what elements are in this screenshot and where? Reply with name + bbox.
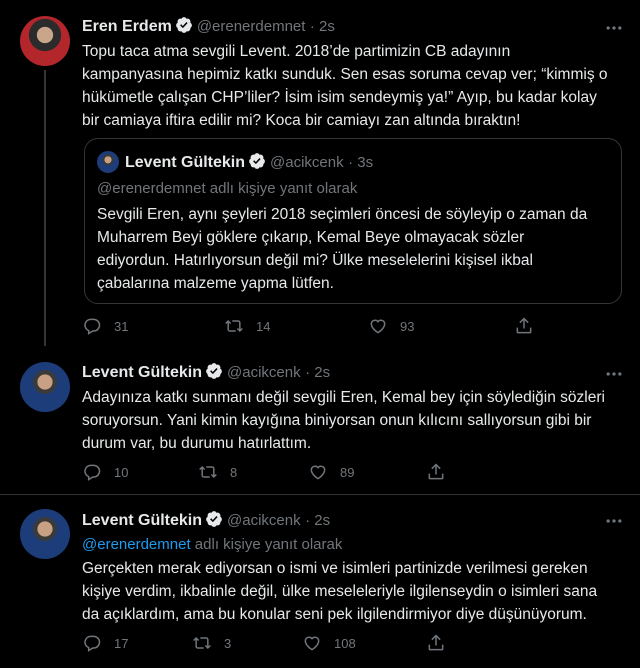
- quoted-tweet-text: Sevgili Eren, aynı şeyleri 2018 seçimleri öncesi de söyleyip o zaman da Muharrem Beyi göklere çıkarıp, Kemal Beye olmayacak sözler ediyordun. Hatırlıyorsun değil mi? Ülke meselelerini kişisel ikbal çabalarına malzeme yapma lütfen.: [97, 206, 588, 292]
- author-name[interactable]: Levent Gültekin: [82, 364, 203, 381]
- reply-count: 17: [114, 635, 129, 651]
- more-icon[interactable]: [604, 364, 624, 384]
- quoted-author-name: Levent Gültekin: [125, 154, 246, 171]
- verified-badge-icon: [175, 16, 193, 34]
- more-icon[interactable]: [604, 18, 624, 38]
- tweet-1-header: [82, 16, 335, 36]
- quoted-reply-context: @erenerdemnet adlı kişiye yanıt olarak: [97, 180, 358, 197]
- tweet-text: Adayınıza katkı sunmanı değil sevgili Eren, Kemal bey için söylediğin sözleri soruyorsun. Yani kimin kayığına biniyorsan onun kılıcını sallıyorsun gibi bir durum var, bu durumu hatırlattım.: [82, 389, 605, 452]
- tweet-time[interactable]: · 2s: [305, 364, 331, 381]
- retweet-icon: [224, 316, 244, 336]
- tweet-2-header: [82, 362, 330, 382]
- tweet-actions: [82, 462, 622, 484]
- like-icon: [368, 316, 388, 336]
- share-button[interactable]: [514, 316, 546, 336]
- retweet-count: 8: [230, 464, 238, 480]
- reply-mention-link[interactable]: @erenerdemnet: [82, 536, 191, 553]
- avatar-levent-gultekin-small: [97, 151, 119, 173]
- quoted-author-handle: @acikcenk: [270, 154, 344, 171]
- verified-badge-icon: [248, 152, 266, 170]
- reply-button[interactable]: [82, 633, 128, 653]
- author-name[interactable]: Eren Erdem: [82, 18, 172, 35]
- quoted-tweet-time: · 3s: [348, 154, 374, 171]
- retweet-button[interactable]: [198, 462, 237, 482]
- author-handle[interactable]: @erenerdemnet: [196, 18, 306, 35]
- share-button[interactable]: [426, 633, 458, 653]
- like-icon: [302, 633, 322, 653]
- tweet-time[interactable]: · 2s: [309, 18, 335, 35]
- tweet-text: Gerçekten merak ediyorsan o ismi ve isimleri partinizde verilmesi gereken kişiye verdim, ikbalinle değil, ülke meseleleriyle ilgilenseydin o isimleri sana da açıklardım, ama bu konular seni pek ilgilendirmiyor diye düşünüyorum.: [82, 560, 598, 623]
- share-icon: [426, 633, 446, 653]
- like-button[interactable]: [302, 633, 356, 653]
- retweet-count: 3: [224, 635, 232, 651]
- share-button[interactable]: [426, 462, 458, 482]
- reply-icon: [82, 633, 102, 653]
- like-count: 89: [340, 464, 355, 480]
- retweet-count: 14: [256, 318, 271, 334]
- reply-count: 10: [114, 464, 129, 480]
- author-handle[interactable]: @acikcenk: [227, 364, 301, 381]
- tweet-time[interactable]: · 2s: [305, 512, 331, 529]
- tweet-3-header: [82, 510, 330, 530]
- tweet-3[interactable]: [0, 495, 640, 668]
- reply-context-suffix: adlı kişiye yanıt olarak: [194, 536, 343, 553]
- like-count: 93: [400, 318, 415, 334]
- quoted-tweet-header: [125, 152, 373, 172]
- tweet-actions: [82, 316, 622, 338]
- reply-context: [82, 533, 342, 556]
- reply-icon: [82, 462, 102, 482]
- retweet-icon: [198, 462, 218, 482]
- share-icon: [426, 462, 446, 482]
- tweet-actions: [82, 633, 622, 655]
- like-button[interactable]: [368, 316, 414, 336]
- like-button[interactable]: [308, 462, 354, 482]
- reply-button[interactable]: [82, 316, 128, 336]
- quoted-tweet[interactable]: [84, 138, 622, 304]
- like-count: 108: [334, 635, 356, 651]
- verified-badge-icon: [205, 510, 223, 528]
- verified-badge-icon: [205, 362, 223, 380]
- reply-button[interactable]: [82, 462, 128, 482]
- retweet-button[interactable]: [192, 633, 231, 653]
- tweet-text: Topu taca atma sevgili Levent. 2018’de partimizin CB adayının kampanyasına hepimiz katkı sunduk. Sen esas soruma cevap ver; “kimmiş o hükümetle çalışan CHP’liler? İsim isim sendeymiş ya!” Ayıp, bu kadar kolay bir camiaya iftira edilir mi? Koca bir camiayı zan altında bıraktın!: [82, 43, 608, 129]
- more-icon[interactable]: [604, 511, 624, 531]
- avatar-eren-erdem[interactable]: [20, 16, 70, 66]
- reply-count: 31: [114, 318, 129, 334]
- avatar-levent-gultekin[interactable]: [20, 509, 70, 559]
- author-name[interactable]: Levent Gültekin: [82, 512, 203, 529]
- retweet-button[interactable]: [224, 316, 270, 336]
- retweet-icon: [192, 633, 212, 653]
- like-icon: [308, 462, 328, 482]
- author-handle[interactable]: @acikcenk: [227, 512, 301, 529]
- tweet-2[interactable]: [0, 350, 640, 494]
- reply-icon: [82, 316, 102, 336]
- avatar-levent-gultekin[interactable]: [20, 362, 70, 412]
- share-icon: [514, 316, 534, 336]
